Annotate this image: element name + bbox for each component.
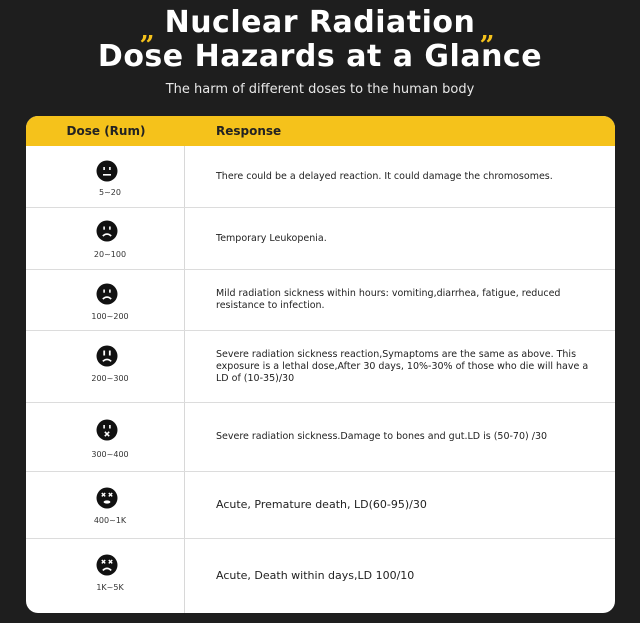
dose-label: 400~1K xyxy=(93,516,127,525)
dose-table xyxy=(26,116,615,613)
dose-label: 5~20 xyxy=(99,188,121,197)
table-row xyxy=(26,539,615,613)
neutral-face-icon xyxy=(96,160,118,182)
sad-face-icon xyxy=(96,345,118,367)
response-text: Severe radiation sickness reaction,Symaptoms are the same as above. This exposure is a lethal dose,After 30 days, 10%-30% of those who die will have a LD of (10-35)/30 xyxy=(216,348,589,384)
title-line-2: Dose Hazards at a Glance xyxy=(97,39,543,74)
dose-column-header: Dose (Rum) xyxy=(66,124,146,138)
response-text: Acute, Premature death, LD(60-95)/30 xyxy=(216,498,427,511)
dose-label: 300~400 xyxy=(91,450,129,459)
page-title xyxy=(0,6,640,74)
title-line-1: Nuclear Radiation xyxy=(164,5,476,40)
dose-label: 100~200 xyxy=(91,312,129,321)
response-text: Temporary Leukopenia. xyxy=(216,232,327,244)
sad-face-icon xyxy=(96,220,118,242)
table-row xyxy=(26,403,615,472)
table-row xyxy=(26,208,615,270)
response-column-header: Response xyxy=(216,124,282,138)
response-text: Acute, Death within days,LD 100/10 xyxy=(216,569,415,582)
table-row xyxy=(26,146,615,208)
response-text: Mild radiation sickness within hours: vomiting,diarrhea, fatigue, reduced resistance to infection. xyxy=(216,288,561,311)
response-text: There could be a delayed reaction. It could damage the chromosomes. xyxy=(216,170,553,182)
table-row xyxy=(26,472,615,539)
sad-face-icon xyxy=(96,283,118,305)
subtitle: The harm of different doses to the human body xyxy=(165,82,475,97)
dead-face-icon xyxy=(96,487,118,509)
dose-label: 200~300 xyxy=(91,374,129,383)
table-row xyxy=(26,270,615,331)
table-header xyxy=(26,116,615,146)
x-eyes-face-icon xyxy=(96,419,118,441)
dose-label: 20~100 xyxy=(93,250,127,259)
quote-mark-right-icon: „ xyxy=(480,16,495,46)
table-row xyxy=(26,331,615,403)
dose-label: 1K~5K xyxy=(96,583,124,592)
dead-sad-face-icon xyxy=(96,554,118,576)
response-text: Severe radiation sickness.Damage to bones and gut.LD is (50-70) /30 xyxy=(216,431,548,442)
quote-mark-left-icon: „ xyxy=(140,16,155,46)
